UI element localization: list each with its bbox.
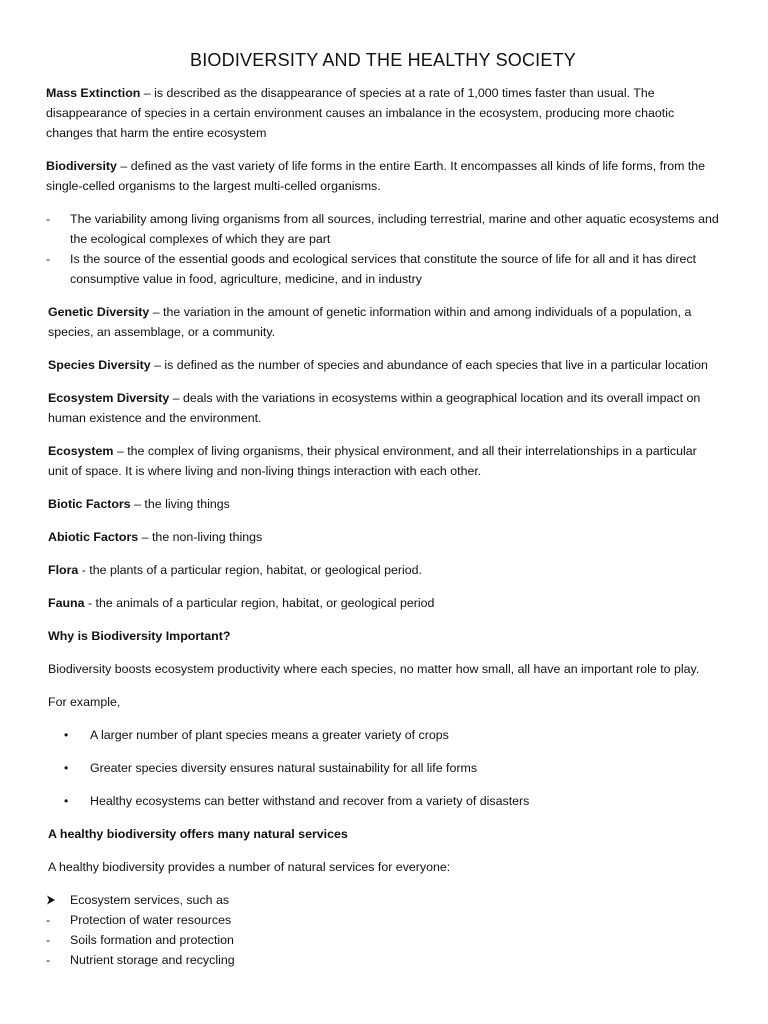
list-item-text: The variability among living organisms from all sources, including terrestrial, marine and other aquatic ecosystems and the ecological complexes of which they are part bbox=[70, 212, 719, 246]
definition-text: – is described as the disappearance of species at a rate of 1,000 times faster than usual. The disappearance of species in a certain environment causes an imbalance in the ecosystem, producing more chaotic changes that harm the entire ecosystem bbox=[46, 86, 675, 140]
term-label: Biotic Factors bbox=[48, 497, 131, 511]
definition-flora bbox=[46, 560, 720, 580]
definition-text: – deals with the variations in ecosystems within a geographical location and its overall impact on human existence and the environment. bbox=[48, 391, 701, 425]
list-item bbox=[46, 758, 720, 778]
definition-ecosystem bbox=[46, 441, 720, 481]
list-item bbox=[46, 725, 720, 745]
term-label: Ecosystem bbox=[48, 444, 114, 458]
definition-text: – the living things bbox=[130, 497, 230, 511]
list-item-text: Is the source of the essential goods and ecological services that constitute the source of life for all and it has direct consumptive value in food, agriculture, medicine, and in industry bbox=[70, 252, 697, 286]
definition-mass-extinction bbox=[46, 83, 720, 143]
list-item bbox=[46, 930, 720, 950]
definition-biotic-factors bbox=[46, 494, 720, 514]
list-item-text: Greater species diversity ensures natural sustainability for all life forms bbox=[90, 761, 478, 775]
section-heading-why bbox=[46, 626, 720, 646]
definition-abiotic-factors bbox=[46, 527, 720, 547]
definition-fauna bbox=[46, 593, 720, 613]
biodiversity-points-list bbox=[46, 209, 720, 289]
definition-text: – is defined as the number of species and abundance of each species that live in a particular location bbox=[150, 358, 708, 372]
list-item bbox=[46, 950, 720, 970]
list-item-text: Healthy ecosystems can better withstand and recover from a variety of disasters bbox=[90, 794, 530, 808]
term-label: Flora bbox=[48, 563, 79, 577]
list-item bbox=[46, 209, 720, 249]
definition-text: – the variation in the amount of genetic information within and among individuals of a population, a species, an assemblage, or a community. bbox=[48, 305, 692, 339]
dash-marker: - bbox=[46, 933, 51, 947]
list-item bbox=[46, 791, 720, 811]
list-item-text: Soils formation and protection bbox=[70, 933, 234, 947]
term-label: Ecosystem Diversity bbox=[48, 391, 170, 405]
dash-marker: - bbox=[46, 212, 51, 226]
arrow-bullet-icon bbox=[46, 890, 66, 905]
why-paragraph: Biodiversity boosts ecosystem productivity where each species, no matter how small, all have an important role to play. bbox=[48, 662, 700, 676]
term-label: Fauna bbox=[48, 596, 85, 610]
list-item-text: Ecosystem services, such as bbox=[70, 893, 230, 907]
list-item-text: Nutrient storage and recycling bbox=[70, 953, 235, 967]
definition-text: – defined as the vast variety of life forms in the entire Earth. It encompasses all kinds of life forms, from the single-celled organisms to the largest multi-celled organisms. bbox=[46, 159, 706, 193]
services-paragraph: A healthy biodiversity provides a number of natural services for everyone: bbox=[48, 860, 451, 874]
definition-ecosystem-diversity bbox=[46, 388, 720, 428]
section-heading-services bbox=[46, 824, 720, 844]
list-item bbox=[46, 249, 720, 289]
definition-text: – the complex of living organisms, their physical environment, and all their interrelationships in a particular unit of space. It is where living and non-living things interaction with each other. bbox=[48, 444, 697, 478]
dash-marker: - bbox=[46, 913, 51, 927]
heading-text: Why is Biodiversity Important? bbox=[48, 629, 231, 643]
dash-marker: - bbox=[46, 953, 51, 967]
term-label: Biodiversity bbox=[46, 159, 117, 173]
term-label: Genetic Diversity bbox=[48, 305, 150, 319]
definition-text: – the non-living things bbox=[138, 530, 263, 544]
definition-genetic-diversity bbox=[46, 302, 720, 342]
page-title: BIODIVERSITY AND THE HEALTHY SOCIETY bbox=[190, 50, 576, 70]
list-item bbox=[46, 910, 720, 930]
list-item-text: Protection of water resources bbox=[70, 913, 232, 927]
term-label: Species Diversity bbox=[48, 358, 151, 372]
bullet-marker: • bbox=[64, 728, 69, 742]
term-label: Mass Extinction bbox=[46, 86, 141, 100]
bullet-marker: • bbox=[64, 761, 69, 775]
dash-marker: - bbox=[46, 252, 51, 266]
bullet-marker: • bbox=[64, 794, 69, 808]
list-item-text: A larger number of plant species means a greater variety of crops bbox=[90, 728, 449, 742]
for-example-label: For example, bbox=[48, 695, 121, 709]
definition-species-diversity bbox=[46, 355, 720, 375]
services-list bbox=[46, 890, 720, 970]
heading-text: A healthy biodiversity offers many natural services bbox=[48, 827, 348, 841]
term-label: Abiotic Factors bbox=[48, 530, 139, 544]
list-item bbox=[46, 890, 720, 910]
definition-biodiversity bbox=[46, 156, 720, 196]
definition-text: - the animals of a particular region, habitat, or geological period bbox=[84, 596, 435, 610]
definition-text: - the plants of a particular region, habitat, or geological period. bbox=[78, 563, 422, 577]
examples-list bbox=[46, 725, 720, 811]
